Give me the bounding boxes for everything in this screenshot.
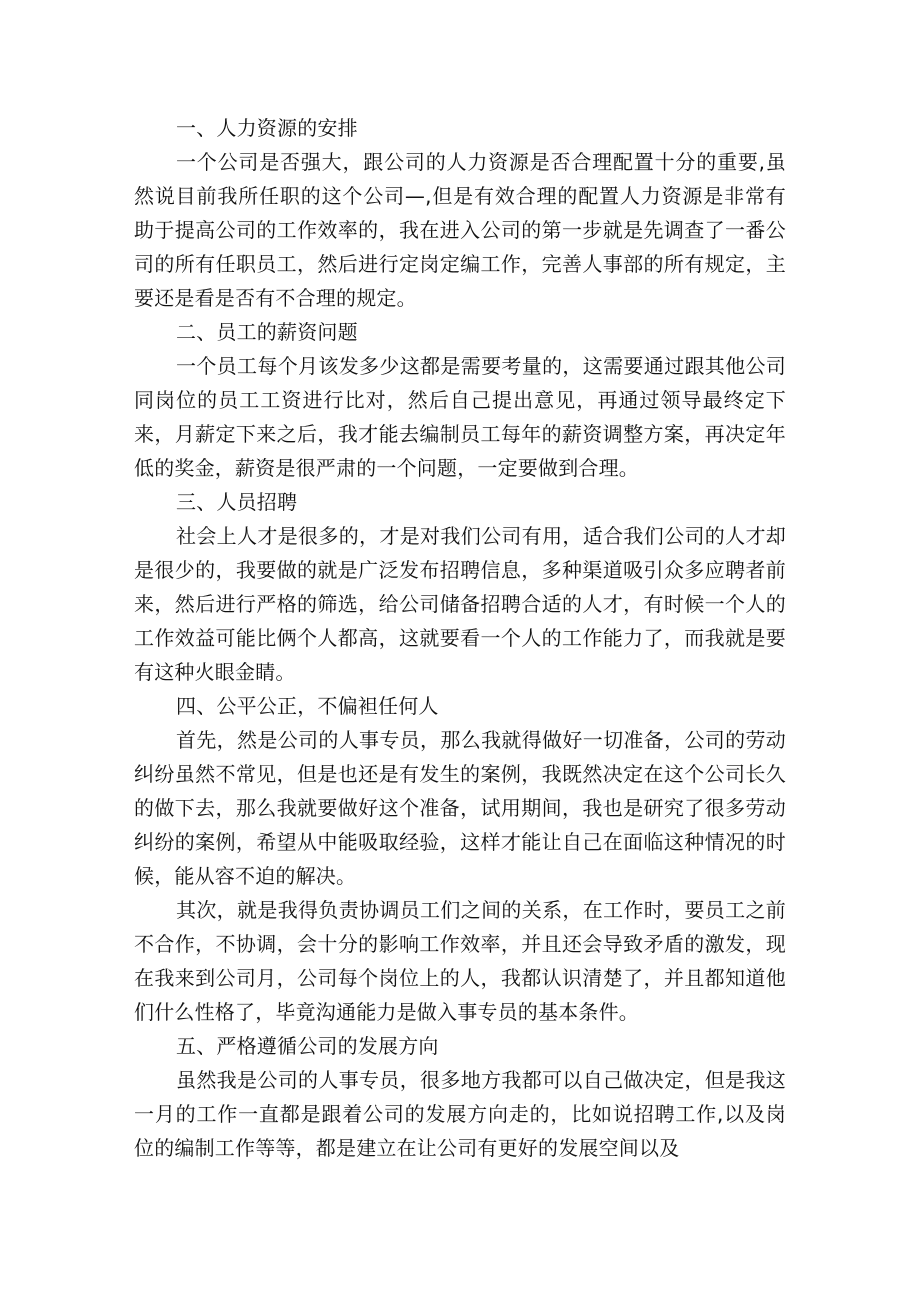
section-heading-development-direction: 五、严格遵循公司的发展方向 <box>176 1034 439 1058</box>
section-heading-salary: 二、员工的薪资问题 <box>176 320 358 344</box>
paragraph-salary: 一个员工每个月该发多少这都是需要考量的，这需要通过跟其他公司同岗位的员工工资进行比对，然后自己提出意见，再通过领导最终定下来，月薪定下来之后，我才能去编制员工每年的薪资调整方案，再决定年低的奖金，薪资是很严肃的一个问题，一定要做到合理。 <box>134 354 786 480</box>
document-page <box>134 111 786 1165</box>
section-heading-hr-arrangement: 一、人力资源的安排 <box>176 116 358 140</box>
paragraph-recruitment: 社会上人才是很多的，才是对我们公司有用，适合我们公司的人才却是很少的，我要做的就是广泛发布招聘信息，多种渠道吸引众多应聘者前来，然后进行严格的筛选，给公司储备招聘合适的人才，有时候一个人的工作效益可能比俩个人都高，这就要看一个人的工作能力了，而我就是要有这种火眼金睛。 <box>134 524 786 684</box>
paragraph-fairness-first: 首先，然是公司的人事专员，那么我就得做好一切准备，公司的劳动纠纷虽然不常见，但是也还是有发生的案例，我既然决定在这个公司长久的做下去，那么我就要做好这个准备，试用期间，我也是研究了很多劳动纠纷的案例，希望从中能吸取经验，这样才能让自己在面临这种情况的时候，能从容不迫的解决。 <box>134 728 786 888</box>
paragraph-hr-arrangement: 一个公司是否强大，跟公司的人力资源是否合理配置十分的重要,虽然说目前我所任职的这个公司—,但是有效合理的配置人力资源是非常有助于提高公司的工作效率的，我在进入公司的第一步就是先调查了一番公司的所有任职员工，然后进行定岗定编工作，完善人事部的所有规定，主要还是看是否有不合理的规定。 <box>134 150 786 310</box>
section-heading-fairness: 四、公平公正，不偏袒任何人 <box>176 694 439 718</box>
paragraph-development-direction: 虽然我是公司的人事专员，很多地方我都可以自己做决定，但是我这一月的工作一直都是跟着公司的发展方向走的，比如说招聘工作,以及岗位的编制工作等等，都是建立在让公司有更好的发展空间以及 <box>134 1068 786 1160</box>
section-heading-recruitment: 三、人员招聘 <box>176 490 298 514</box>
paragraph-fairness-second: 其次，就是我得负责协调员工们之间的关系，在工作时，要员工之前不合作，不协调，会十分的影响工作效率，并且还会导致矛盾的激发，现在我来到公司月，公司每个岗位上的人，我都认识清楚了，并且都知道他们什么性格了，毕竟沟通能力是做入事专员的基本条件。 <box>134 898 786 1024</box>
